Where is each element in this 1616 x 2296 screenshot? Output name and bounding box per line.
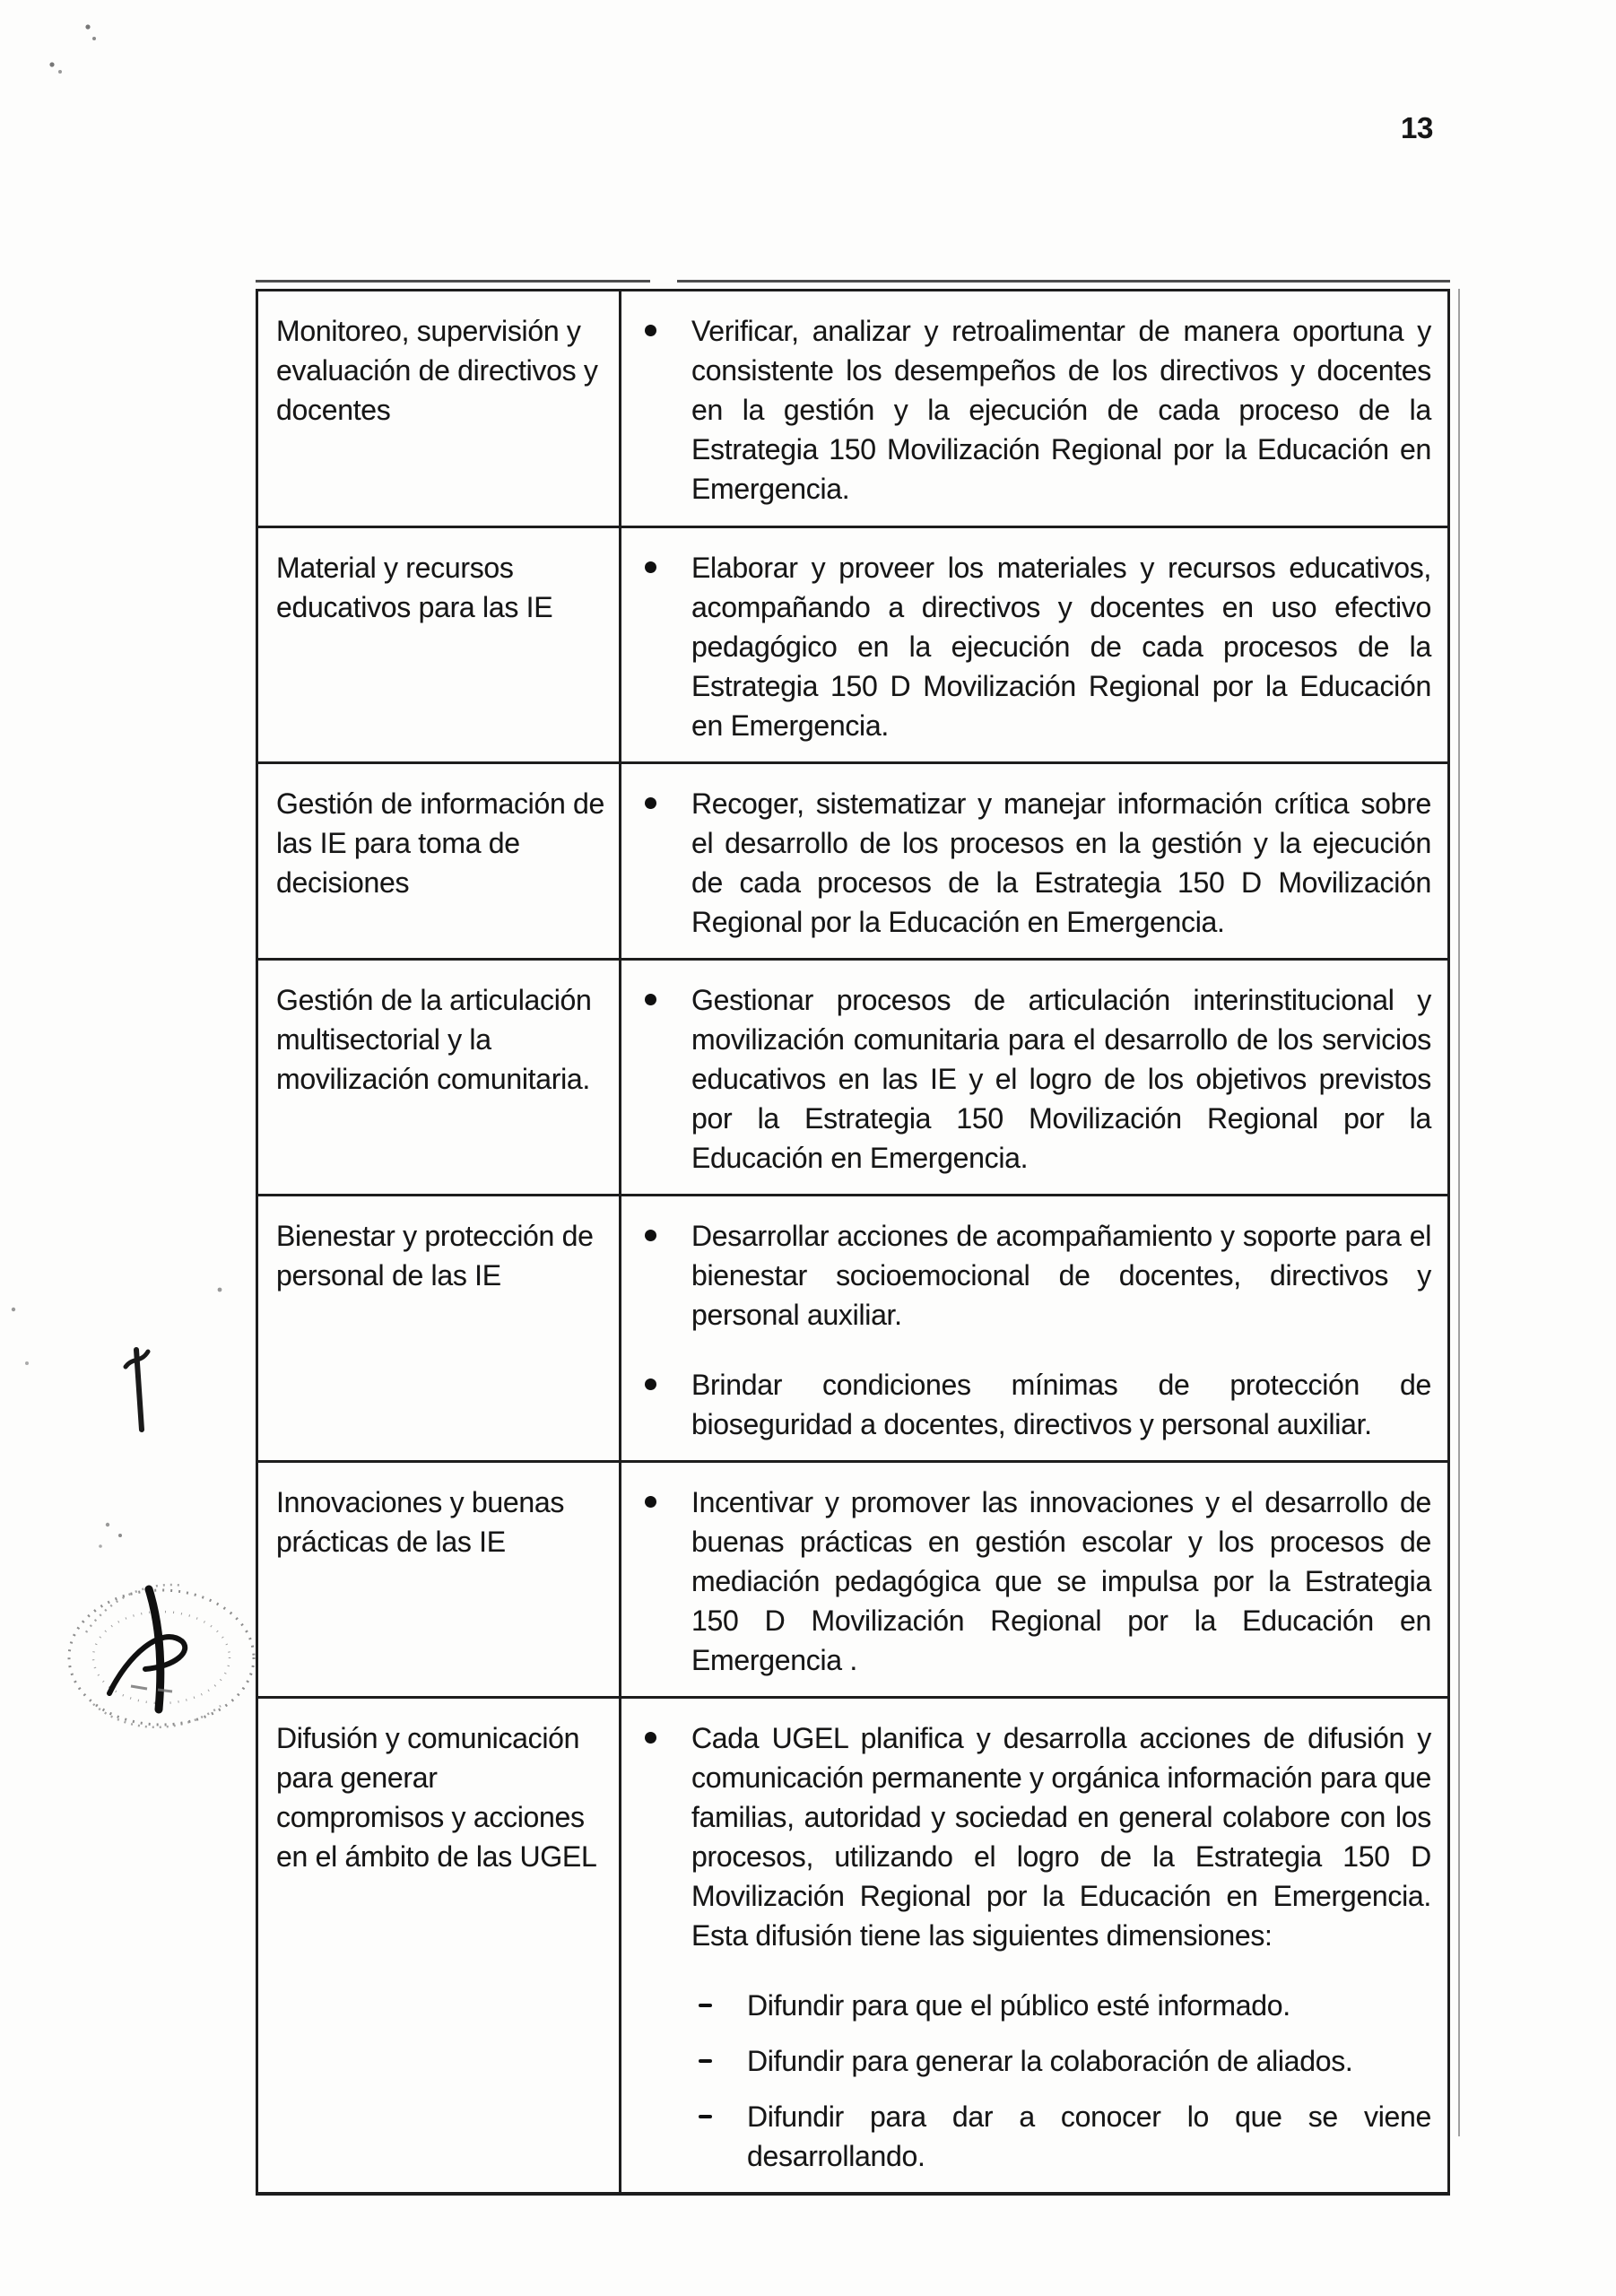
category-cell <box>258 764 621 958</box>
dash-text: Difundir para que el público esté informado. <box>747 1989 1290 2022</box>
category-cell <box>258 528 621 761</box>
bullet-item <box>621 980 1431 1178</box>
category-text: Innovaciones y buenas prácticas de las IE <box>276 1486 565 1558</box>
scan-speck <box>49 62 54 66</box>
bullet-icon <box>645 1230 656 1241</box>
scan-line-artifact <box>677 280 1450 283</box>
bullet-item <box>621 784 1431 942</box>
dash-icon <box>699 2115 712 2118</box>
bullet-text: Verificar, analizar y retroalimentar de manera oportuna y consistente los desempeños de los directivos y docentes en la gestión y la ejecución de cada proceso de la Estrategia 150 Movilización Regional por la Educación en Emergencia. <box>691 315 1431 505</box>
category-text: Material y recursos educativos para las IE <box>276 552 553 623</box>
dash-icon <box>699 2004 712 2007</box>
dash-item <box>621 2097 1431 2176</box>
bullet-text: Elaborar y proveer los materiales y recursos educativos, acompañando a directivos y docentes en uso efectivo pedagógico en la ejecución de cada procesos de la Estrategia 150 D Movilización Regional por la Educación en Emergencia. <box>691 552 1431 742</box>
bullet-item <box>621 311 1431 509</box>
actions-cell <box>621 528 1447 761</box>
table-row <box>258 1460 1447 1696</box>
category-cell <box>258 1699 621 2192</box>
activities-table <box>256 289 1450 2196</box>
category-text: Gestión de información de las IE para toma de decisiones <box>276 787 605 899</box>
category-text: Gestión de la articulación multisectorial y la movilización comunitaria. <box>276 984 592 1095</box>
category-text: Monitoreo, supervisión y evaluación de directivos y docentes <box>276 315 598 426</box>
table-row <box>258 958 1447 1194</box>
table-row <box>258 526 1447 761</box>
bullet-text: Recoger, sistematizar y manejar información crítica sobre el desarrollo de los procesos en la gestión y la ejecución de cada procesos de la Estrategia 150 D Movilización Regional por la Educación en Emergencia. <box>691 787 1431 938</box>
bullet-item <box>621 1483 1431 1680</box>
bullet-icon <box>645 1378 656 1390</box>
stamp <box>69 1523 254 1727</box>
bullet-item <box>621 1216 1431 1335</box>
actions-cell <box>621 961 1447 1194</box>
category-cell <box>258 291 621 526</box>
dash-text: Difundir para generar la colaboración de aliados. <box>747 2045 1353 2077</box>
bullet-item <box>621 1718 1431 1955</box>
bullet-icon <box>645 994 656 1005</box>
bullet-icon <box>645 325 656 336</box>
table-row <box>258 761 1447 958</box>
actions-cell <box>621 764 1447 958</box>
scan-speck <box>58 70 62 74</box>
scan-speck <box>25 1361 29 1365</box>
category-cell <box>258 961 621 1194</box>
table-row <box>258 1194 1447 1460</box>
table-row <box>258 291 1447 526</box>
scan-speck <box>85 24 90 29</box>
actions-cell <box>621 1463 1447 1696</box>
bullet-icon <box>645 797 656 809</box>
category-text: Difusión y comunicación para generar compromisos y acciones en el ámbito de las UGEL <box>276 1722 597 1873</box>
dash-item <box>621 2041 1431 2081</box>
table-row <box>258 1696 1447 2192</box>
scan-speck <box>92 37 96 40</box>
actions-cell <box>621 1196 1447 1460</box>
scan-line-artifact <box>1458 289 1460 2136</box>
bullet-text: Brindar condiciones mínimas de protección de bioseguridad a docentes, directivos y personal auxiliar. <box>691 1369 1431 1440</box>
scan-speck <box>218 1288 222 1292</box>
pen-mark <box>126 1350 148 1430</box>
bullet-item <box>621 1365 1431 1444</box>
category-cell <box>258 1463 621 1696</box>
category-cell <box>258 1196 621 1460</box>
bullet-text: Desarrollar acciones de acompañamiento y soporte para el bienestar socioemocional de docentes, directivos y personal auxiliar. <box>691 1220 1431 1331</box>
bullet-text: Incentivar y promover las innovaciones y el desarrollo de buenas prácticas en gestión escolar y los procesos de mediación pedagógica que se impulsa por la Estrategia 150 D Movilización Regional por la Educación en Emergencia . <box>691 1486 1431 1676</box>
bullet-text: Cada UGEL planifica y desarrolla acciones de difusión y comunicación permanente y orgánica información para que familias, autoridad y sociedad en general colabore con los procesos, utilizando el logro de la Estrategia 150 D Movilización Regional por la Educación en Emergencia. Esta difusión tiene las siguientes dimensiones: <box>691 1722 1431 1952</box>
page-number: 13 <box>1401 111 1434 144</box>
bullet-icon <box>645 561 656 573</box>
dash-icon <box>699 2059 712 2063</box>
dash-text: Difundir para dar a conocer lo que se viene desarrollando. <box>747 2100 1431 2172</box>
scan-speck <box>12 1308 15 1311</box>
bullet-icon <box>645 1496 656 1508</box>
scan-line-artifact <box>256 280 650 283</box>
actions-cell <box>621 291 1447 526</box>
actions-cell <box>621 1699 1447 2192</box>
category-text: Bienestar y protección de personal de las IE <box>276 1220 594 1292</box>
bullet-icon <box>645 1732 656 1744</box>
bullet-text: Gestionar procesos de articulación interinstitucional y movilización comunitaria para el desarrollo de los servicios educativos en las IE y el logro de los objetivos previstos por la Estrategia 150 Movilización Regional por la Educación en Emergencia. <box>691 984 1431 1174</box>
dash-item <box>621 1986 1431 2025</box>
bullet-item <box>621 548 1431 745</box>
